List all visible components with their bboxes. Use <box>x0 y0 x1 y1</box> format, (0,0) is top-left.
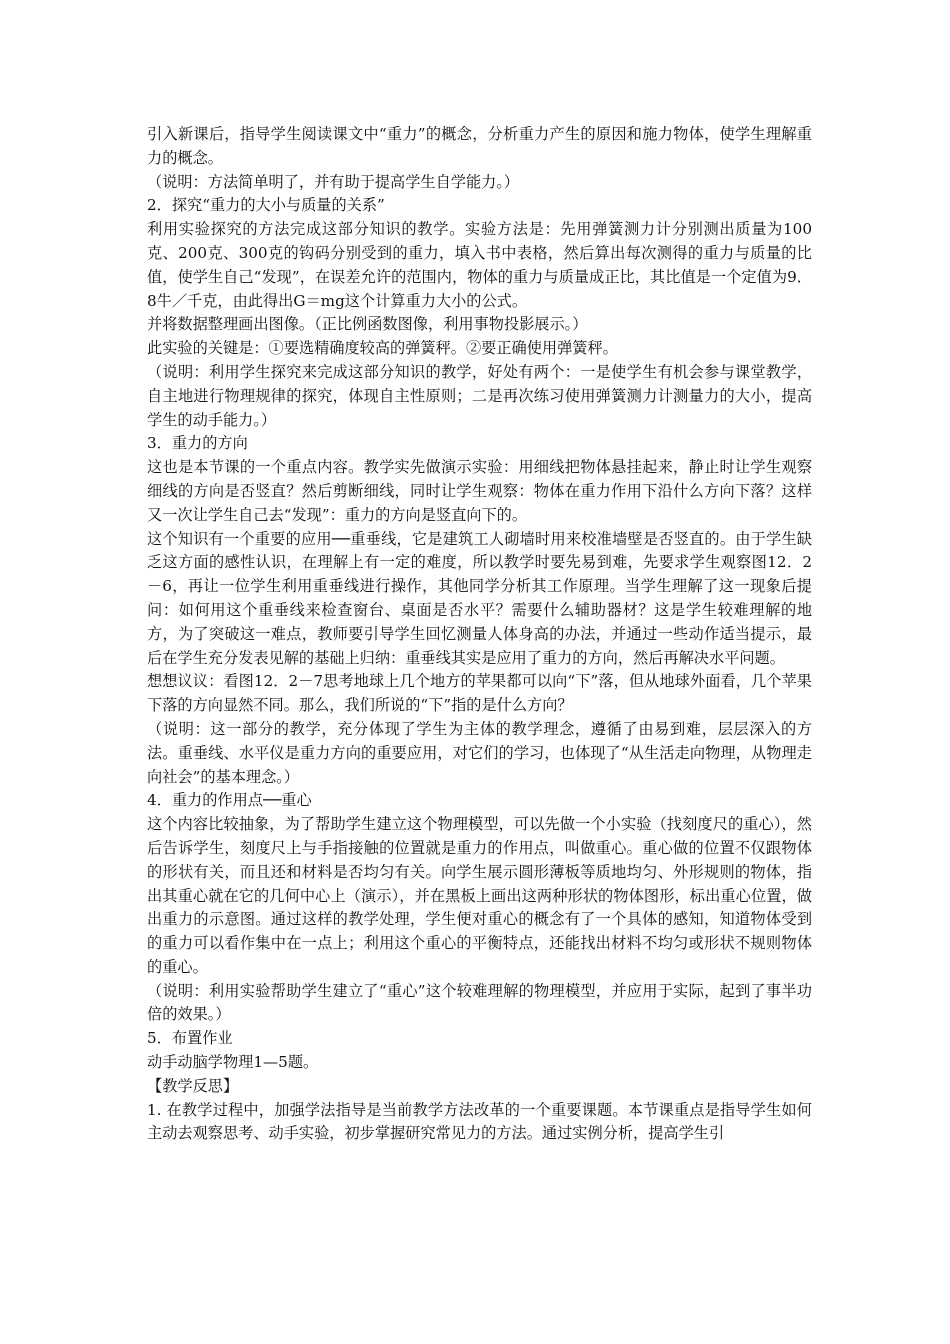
paragraph-homework: 动手动脑学物理1—5题。 <box>147 1053 319 1072</box>
paragraph-note-student-centered: （说明：这一部分的教学，充分体现了学生为主体的教学理念，遵循了由易到难，层层深入的方法。重垂线、水平仪是重力方向的重要应用，对它们的学习，也体现了“从生活走向物理，从物理走向社会”的基本理念。） <box>147 719 812 786</box>
paragraph-reflection-1: 1. 在教学过程中，加强学法指导是当前教学方法改革的一个重要课题。本节课重点是指导学生如何主动去观察思考、动手实验，初步掌握研究常见力的方法。通过实例分析，提高学生引 <box>147 1100 812 1143</box>
section-heading-homework: 5．布置作业 <box>147 1029 233 1048</box>
paragraph-experiment-key: 此实验的关键是：①要选精确度较高的弹簧秤。②要正确使用弹簧秤。 <box>147 339 618 358</box>
paragraph-note-inquiry: （说明：利用学生探究来完成这部分知识的教学，好处有两个：一是使学生有机会参与课堂教学，自主地进行物理规律的探究，体现自主性原则；二是再次练习使用弹簧测力计测量力的大小，提高学生的动手能力。） <box>147 362 812 429</box>
paragraph-plumb-line: 这个知识有一个重要的应用──重垂线，它是建筑工人砌墙时用来校准墙壁是否竖直的。由于学生缺乏这方面的感性认识，在理解上有一定的难度，所以教学时要先易到难，先要求学生观察图12．2－6，再让一位学生利用重垂线进行操作，其他同学分析其工作原理。当学生理解了这一现象后提问：如何用这个重垂线来检查窗台、桌面是否水平？需要什么辅助器材？这是学生较难理解的地方，为了突破这一难点，教师要引导学生回忆测量人体身高的办法，并通过一些动作适当提示，最后在学生充分发表见解的基础上归纳：重垂线其实是应用了重力的方向，然后再解决水平问题。 <box>147 529 812 667</box>
paragraph-plot-graph: 并将数据整理画出图像。（正比例函数图像，利用事物投影展示。） <box>147 315 588 334</box>
paragraph-demo-experiment: 这也是本节课的一个重点内容。教学实先做演示实验：用细线把物体悬挂起来，静止时让学生观察细线的方向是否竖直？然后剪断细线，同时让学生观察：物体在重力作用下沿什么方向下落？这样又一次让学生自己去“发现”：重力的方向是竖直向下的。 <box>147 458 812 524</box>
section-heading-gravity-mass: 2．探究“重力的大小与质量的关系” <box>147 196 385 215</box>
paragraph-intro-gravity-concept: 引入新课后，指导学生阅读课文中“重力”的概念，分析重力产生的原因和施力物体，使学生理解重力的概念。 <box>147 125 812 167</box>
paragraph-think-discuss: 想想议议：看图12．2－7思考地球上几个地方的苹果都可以向“下”落，但从地球外面看，几个苹果下落的方向显然不同。那么，我们所说的“下”指的是什么方向？ <box>147 672 812 715</box>
paragraph-note-self-study: （说明：方法简单明了，并有助于提高学生自学能力。） <box>147 172 520 191</box>
paragraph-experiment-method: 利用实验探究的方法完成这部分知识的教学。实验方法是：先用弹簧测力计分别测出质量为100克、200克、300克的钩码分别受到的重力，填入书中表格，然后算出每次测得的重力与质量的比值，使学生自己“发现”，在误差允许的范围内，物体的重力与质量成正比，其比值是一个定值为9．8牛／千克，由此得出G＝mg这个计算重力大小的公式。 <box>147 220 812 310</box>
paragraph-note-model: （说明：利用实验帮助学生建立了“重心”这个较难理解的物理模型，并应用于实际，起到了事半功倍的效果。） <box>147 981 812 1024</box>
section-heading-gravity-direction: 3．重力的方向 <box>147 434 248 453</box>
section-heading-center-of-gravity: 4．重力的作用点──重心 <box>147 791 312 810</box>
paragraph-center-of-gravity: 这个内容比较抽象，为了帮助学生建立这个物理模型，可以先做一个小实验（找刻度尺的重心），然后告诉学生，刻度尺上与手指接触的位置就是重力的作用点，叫做重心。重心做的位置不仅跟物体的形状有关，而且还和材料是否均匀有关。向学生展示圆形薄板等质地均匀、外形规则的物体，指出其重心就在它的几何中心上（演示），并在黑板上画出这两种形状的物体图形，标出重心位置，做出重力的示意图。通过这样的教学处理，学生便对重心的概念有了一个具体的感知，知道物体受到的重力可以看作集中在一点上；利用这个重心的平衡特点，还能找出材料不均匀或形状不规则物体的重心。 <box>147 815 812 976</box>
document-body <box>147 123 812 1146</box>
section-heading-reflection: 【教学反思】 <box>147 1076 239 1095</box>
